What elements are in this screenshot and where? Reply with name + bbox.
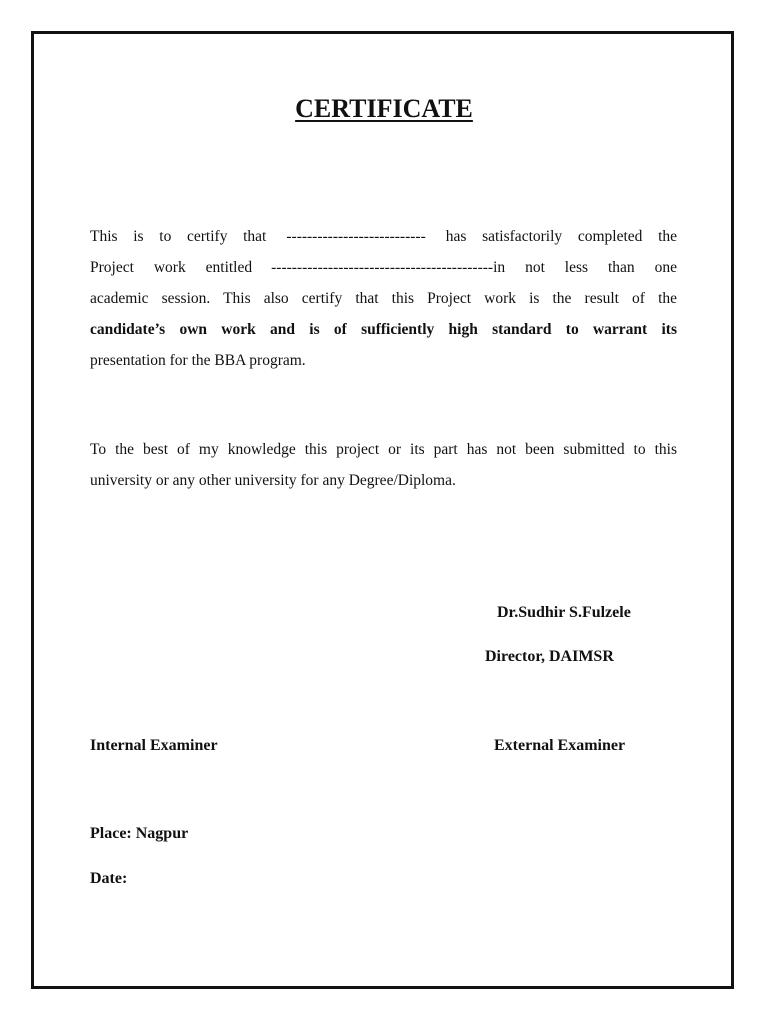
completed-text: has satisfactorily completed the [445,228,678,245]
internal-examiner-label: Internal Examiner [90,737,218,754]
paragraph-line: university or any other university for any Degree/Diploma. [90,472,456,489]
signatory-designation: Director, DAIMSR [485,648,614,665]
external-examiner-label: External Examiner [494,737,626,754]
certificate-paragraph-1 [90,221,677,376]
place-label: Place: Nagpur [90,825,189,842]
signatory-name: Dr.Sudhir S.Fulzele [497,604,631,621]
paragraph-line [90,252,677,283]
candidate-blank: --------------------------- [286,228,426,245]
certify-text: This is to certify that [90,228,267,245]
paragraph-line: To the best of my knowledge this project or its part has not been submitted to this [90,441,677,458]
project-title-blank: ------------------------------------------- [271,259,494,276]
page-border [31,31,734,989]
duration-text: in not less than one [493,259,677,276]
certificate-paragraph-2 [90,434,677,496]
date-label: Date: [90,870,128,887]
paragraph-line: academic session. This also certify that this Project work is the result of the [90,290,677,307]
paragraph-line [90,221,677,252]
paragraph-line: presentation for the BBA program. [90,352,306,369]
certificate-title: CERTIFICATE [295,94,473,123]
paragraph-line-bold: candidate’s own work and is of sufficiently high standard to warrant its [90,321,677,338]
project-text: Project work entitled [90,259,253,276]
